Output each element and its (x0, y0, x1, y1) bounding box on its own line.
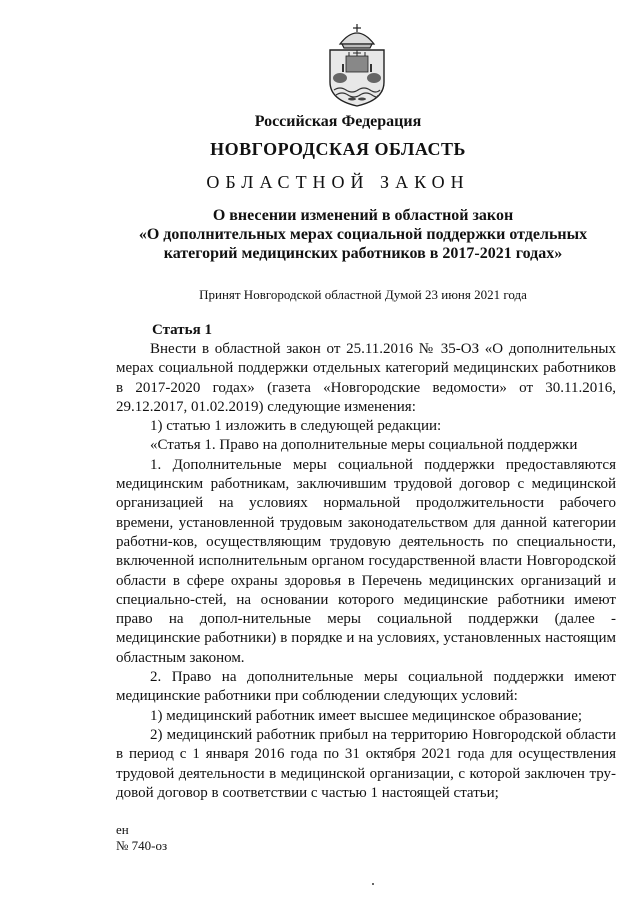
law-title-line: О внесении изменений в областной закон (212, 207, 514, 224)
document-footer (116, 822, 167, 854)
coat-of-arms-emblem (322, 20, 392, 108)
article-paragraph: Внести в областной закон от 25.11.2016 № 35-ОЗ «О дополнительных мерах социальной поддержки отдельных категорий медицинских работников в 2017-2020 годах» (газета «Новгородские ведомости» от 30.11.2016, 29.12.2017, 01.02.2019) следующие изменения: (116, 341, 616, 415)
article-paragraph: 1) медицинский работник имеет высшее медицинское образование; (150, 707, 583, 724)
scan-artifact-dot (372, 883, 374, 885)
law-title (108, 206, 618, 263)
article-paragraph: 1) статью 1 изложить в следующей редакции: (150, 418, 442, 435)
law-title-line: категорий медицинских работников в 2017-2021 годах» (163, 245, 563, 262)
executor-initials: ен (116, 822, 129, 837)
document-number: № 740-оз (116, 838, 168, 853)
article-heading: Статья 1 (152, 322, 212, 338)
region-name: НОВГОРОДСКАЯ ОБЛАСТЬ (210, 139, 466, 159)
article-body (116, 340, 616, 803)
adoption-note: Принят Новгородской областной Думой 23 июня 2021 года (199, 287, 527, 302)
country-name: Российская Федерация (254, 113, 422, 130)
article-paragraph: 1. Дополнительные меры социальной поддержки предоставляются медицинским работникам, заключившим трудовой договор с медицинской организацией на условиях нормальной продолжительности рабочего времени, установленной трудовым законодательством для данной категории работни-ков, осуществляющим трудовую деятельность по специальности, включенной исполнительным органом государственной власти Новгородской области в сфере охраны здоровья в Перечень медицинских организаций и специально-стей, на основании которого медицинские работники имеют право на допол-нительные меры социальной поддержки (далее - медицинские работники) в порядке и на условиях, установленных настоящим областным законом. (116, 456, 616, 666)
document-type: ОБЛАСТНОЙ ЗАКОН (206, 172, 470, 192)
article-paragraph: 2. Право на дополнительные меры социальной поддержки имеют медицинские работники при соблюдении следующих условий: (116, 669, 616, 705)
law-title-line: «О дополнительных мерах социальной поддержки отдельных (138, 226, 588, 243)
article-paragraph: 2) медицинский работник прибыл на территорию Новгородской области в период с 1 января 2016 года по 31 октября 2021 года для осуществления трудовой деятельности в медицинской организации, с которой заключен тру-довой договор в соответствии с частью 1 настоящей статьи; (116, 726, 616, 801)
article-paragraph: «Статья 1. Право на дополнительные меры социальной поддержки (150, 437, 578, 454)
